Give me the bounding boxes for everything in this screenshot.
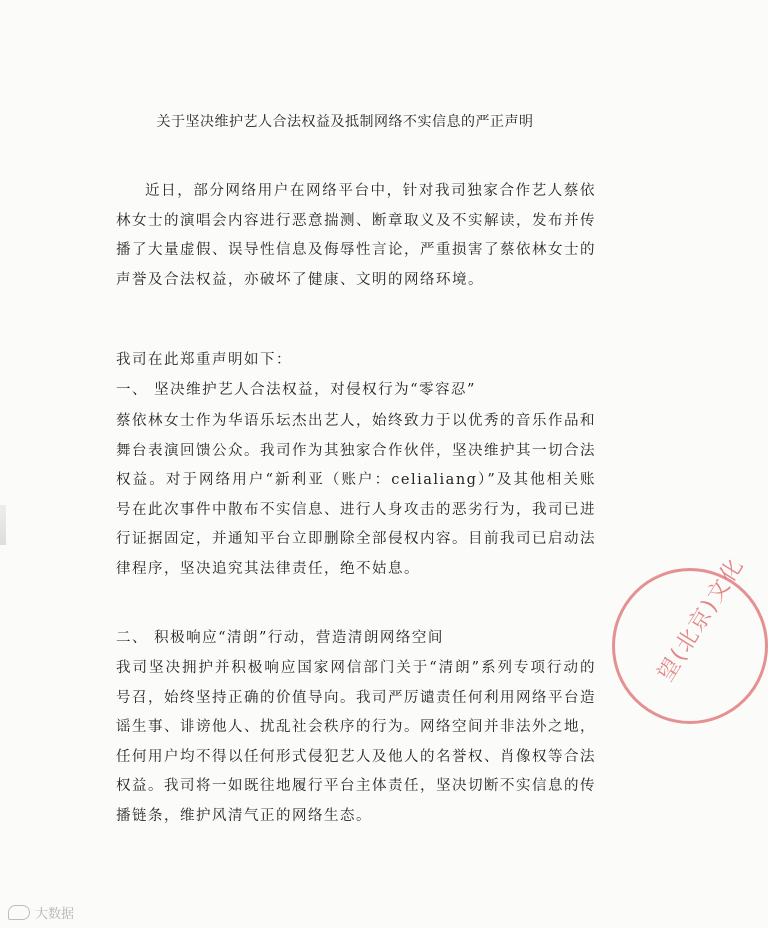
statement-title: 关于坚决维护艺人合法权益及抵制网络不实信息的严正声明 xyxy=(156,114,534,130)
section2-heading: 二、 积极响应“清朗”行动，营造清朗网络空间 xyxy=(116,630,444,646)
company-seal-stamp xyxy=(612,553,768,724)
section2-body: 我司坚决拥护并积极响应国家网信部门关于“清朗”系列专项行动的号召，始终坚持正确的价值导向。我司严厉谴责任何利用网络平台造谣生事、诽谤他人、扰乱社会秩序的行为。网络空间并非法外之地，任何用户均不得以任何形式侵犯艺人及他人的名誉权、肖像权等合法权益。我司将一如既往地履行平台主体责任，坚决切断不实信息的传播链条，维护风清气正的网络生态。 xyxy=(116,660,596,824)
seal-text: 望(北京)文化 xyxy=(653,553,750,687)
source-watermark xyxy=(8,903,74,922)
lead-line: 我司在此郑重声明如下： xyxy=(116,352,292,368)
watermark-text: 大数据 xyxy=(35,907,75,922)
page-edge-mark xyxy=(0,505,6,545)
chat-bubble-icon xyxy=(8,905,30,920)
intro-paragraph: 近日，部分网络用户在网络平台中，针对我司独家合作艺人蔡依林女士的演唱会内容进行恶意揣测、断章取义及不实解读，发布并传播了大量虚假、误导性信息及侮辱性言论，严重损害了蔡依林女士的声誉及合法权益，亦破坏了健康、文明的网络环境。 xyxy=(116,183,596,288)
section1-body: 蔡依林女士作为华语乐坛杰出艺人，始终致力于以优秀的音乐作品和舞台表演回馈公众。我司作为其独家合作伙伴，坚决维护其一切合法权益。对于网络用户“新利亚（账户：celialiang）”及其他相关账号在此次事件中散布不实信息、进行人身攻击的恶劣行为，我司已进行证据固定，并通知平台立即删除全部侵权内容。目前我司已启动法律程序，坚决追究其法律责任，绝不姑息。 xyxy=(116,413,596,577)
section1-heading: 一、 坚决维护艺人合法权益，对侵权行为“零容忍” xyxy=(116,382,476,398)
